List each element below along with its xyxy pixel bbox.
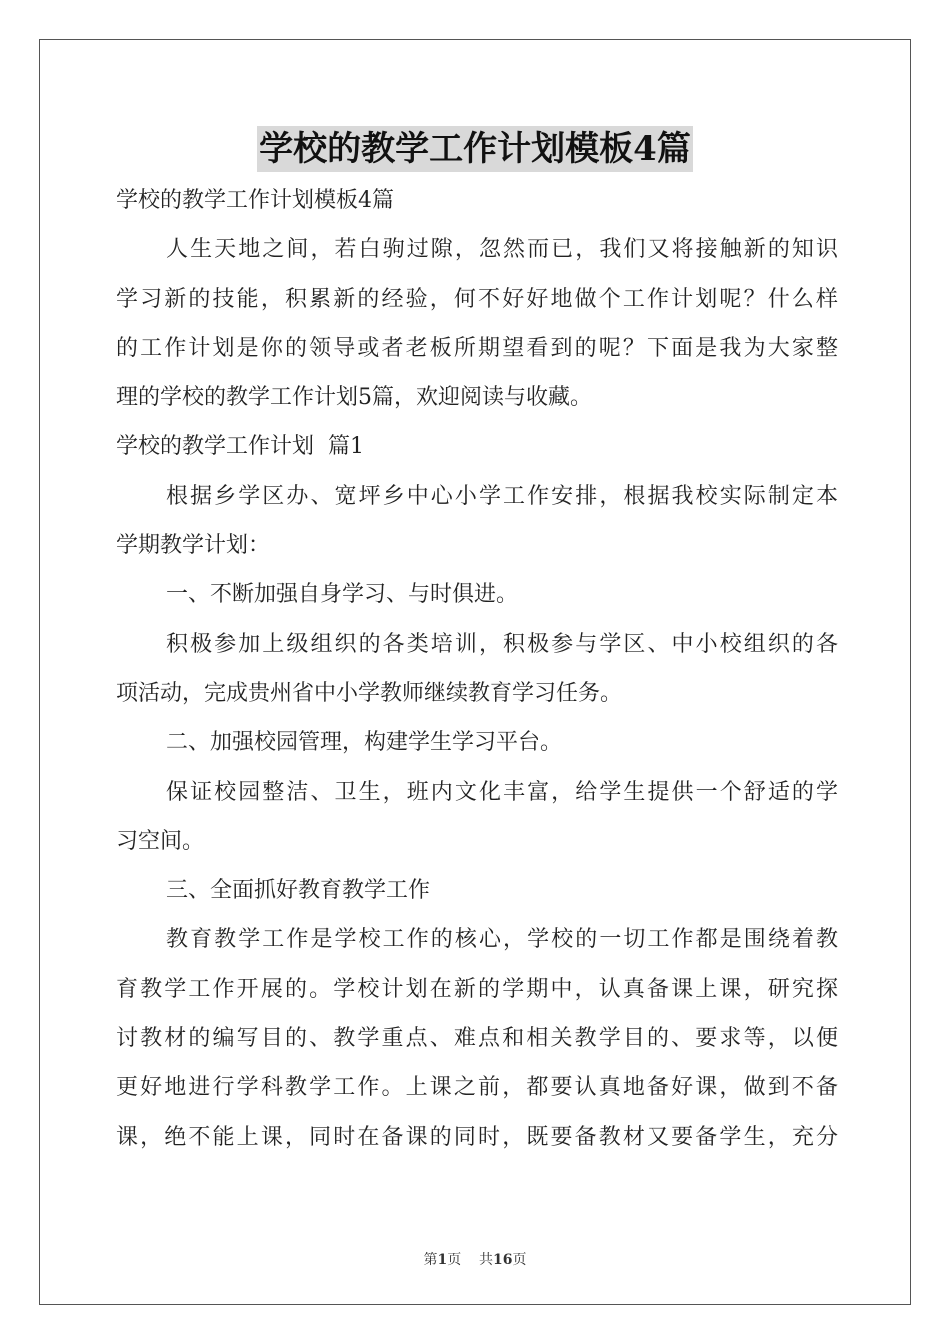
section-heading: 学校的教学工作计划 篇1 [116,434,364,460]
paragraph-line: 学期教学计划： [116,533,271,559]
subheading-1: 一、不断加强自身学习、与时俱进。 [166,582,519,608]
paragraph-line: 课，绝不能上课，同时在备课的同时，既要备教材又要备学生，充分 [116,1124,838,1150]
document-title: 学校的教学工作计划模板4篇 [257,126,693,172]
intro-line: 的工作计划是你的领导或者老板所期望看到的呢？下面是我为大家整 [116,335,838,361]
page-mid: 页 共 [447,1252,494,1268]
intro-line: 学习新的技能，积累新的经验，何不好好地做个工作计划呢？什么样 [116,286,838,312]
paragraph-line: 教育教学工作是学校工作的核心，学校的一切工作都是围绕着教 [166,927,838,953]
subheading-3: 三、全面抓好教育教学工作 [166,878,431,904]
intro-line: 人生天地之间，若白驹过隙，忽然而已，我们又将接触新的知识 [166,237,838,263]
subheading-2: 二、加强校园管理，构建学生学习平台。 [166,730,563,756]
page-current: 1 [437,1252,448,1268]
paragraph-line: 讨教材的编写目的、教学重点、难点和相关教学目的、要求等，以便 [116,1026,838,1052]
page-total: 16 [493,1252,513,1268]
paragraph-line: 习空间。 [116,828,205,854]
intro-line: 理的学校的教学工作计划5篇，欢迎阅读与收藏。 [116,385,592,411]
paragraph-line: 保证校园整洁、卫生，班内文化丰富，给学生提供一个舒适的学 [166,779,838,805]
paragraph-line: 育教学工作开展的。学校计划在新的学期中，认真备课上课，研究探 [116,976,838,1002]
page-footer [0,1249,950,1269]
paragraph-line: 项活动，完成贵州省中小学教师继续教育学习任务。 [116,680,623,706]
paragraph-line: 更好地进行学科教学工作。上课之前，都要认真地备好课，做到不备 [116,1075,838,1101]
paragraph-line: 根据乡学区办、宽坪乡中心小学工作安排，根据我校实际制定本 [166,483,838,509]
document-body [116,176,838,1162]
paragraph-line: 积极参加上级组织的各类培训，积极参与学区、中小校组织的各 [166,631,838,657]
page-prefix: 第 [423,1252,438,1268]
document-subtitle: 学校的教学工作计划模板4篇 [116,188,394,213]
title-block [0,126,950,172]
page-suffix: 页 [512,1252,527,1268]
